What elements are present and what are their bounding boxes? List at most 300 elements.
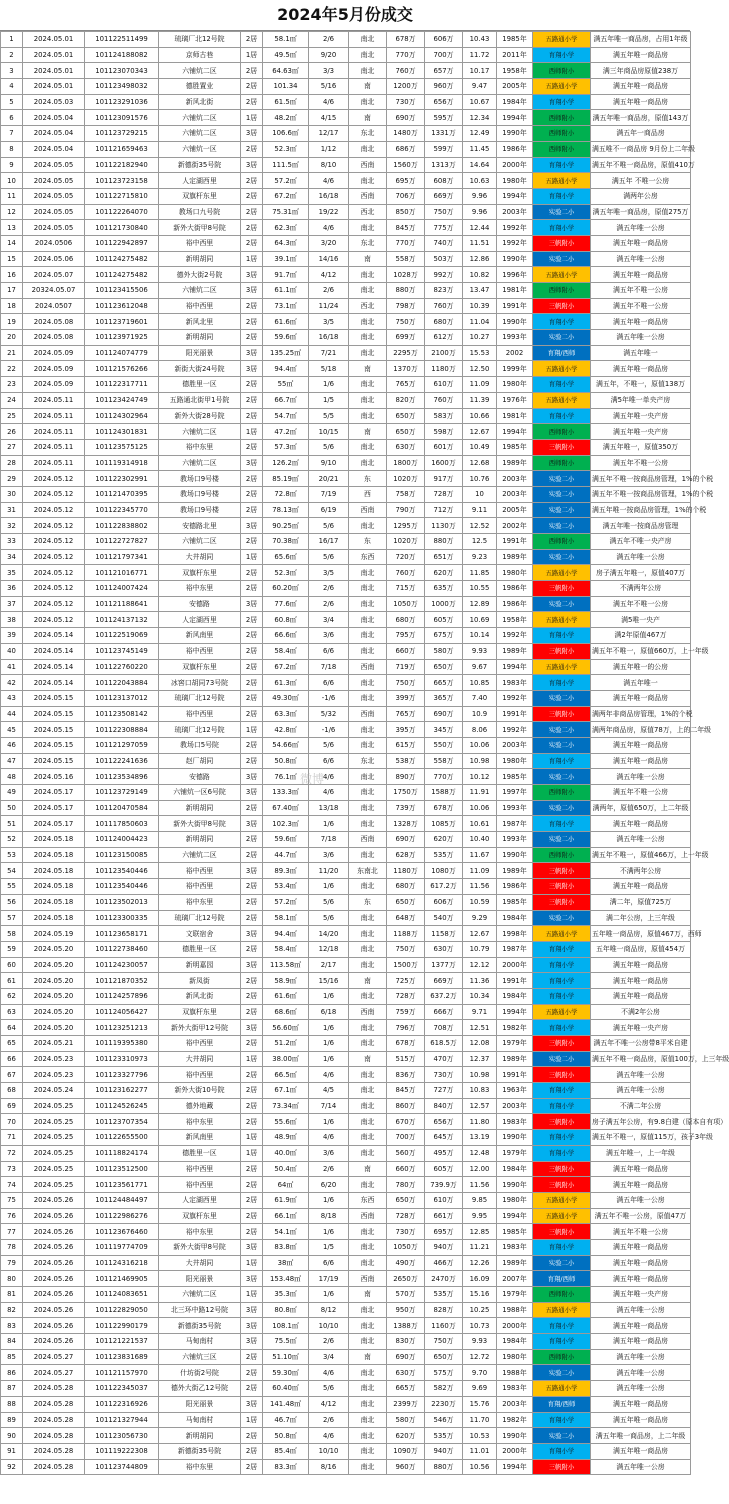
area: 60.40㎡ [263,1381,309,1397]
listing-price: 760万 [387,63,425,79]
deal-price: 540万 [425,910,463,926]
room-count: 2居 [241,675,263,691]
room-count: 2居 [241,753,263,769]
orientation: 西南 [349,188,387,204]
area: 50.4㎡ [263,1161,309,1177]
school-district: 西师附小 [533,126,591,142]
community-name: 六铺炕二区 [159,63,241,79]
listing-id: 101121221537 [85,1334,159,1350]
deal-note: 满五年唯一商品房 [591,1161,691,1177]
area: 68.6㎡ [263,1004,309,1020]
orientation: 南北 [349,1083,387,1099]
table-row [1,973,691,989]
orientation: 南北 [349,408,387,424]
community-name: 裕中西里 [159,863,241,879]
deal-price: 620万 [425,565,463,581]
listing-price: 720万 [387,549,425,565]
area: 73.1㎡ [263,298,309,314]
deal-note: 满五年唯一央产房 [591,408,691,424]
table-row [1,1443,691,1459]
room-count: 2居 [241,330,263,346]
build-year: 1979年 [497,1287,533,1303]
school-district: 五路通小学 [533,267,591,283]
row-number: 9 [1,157,23,173]
area: 38.00㎡ [263,1051,309,1067]
area: 61.5㎡ [263,94,309,110]
row-number: 11 [1,188,23,204]
listing-price: 620万 [387,1428,425,1444]
deal-date: 2024.05.14 [23,643,85,659]
deal-note: 满五年唯一商品房 [591,753,691,769]
deal-price: 680万 [425,314,463,330]
school-district: 实验二小 [533,690,591,706]
orientation: 南北 [349,675,387,691]
deal-date: 2024.05.26 [23,1224,85,1240]
area: 64㎡ [263,1177,309,1193]
table-row [1,581,691,597]
listing-price: 1500万 [387,957,425,973]
build-year: 2000年 [497,157,533,173]
build-year: 1991年 [497,298,533,314]
listing-price: 2295万 [387,345,425,361]
community-name: 北三环中路12号院 [159,1302,241,1318]
school-district: 实验二小 [533,832,591,848]
area: 67.2㎡ [263,659,309,675]
deal-date: 2024.05.25 [23,1114,85,1130]
deal-note: 满五年不唯一公房 [591,283,691,299]
build-year: 1992年 [497,628,533,644]
row-number: 53 [1,847,23,863]
build-year: 1990年 [497,847,533,863]
listing-id: 101123291036 [85,94,159,110]
deal-note: 满五年不唯一公房带8平米自建 [591,1036,691,1052]
deal-date: 2024.05.12 [23,565,85,581]
deal-price: 345万 [425,722,463,738]
school-district: 育翔小学 [533,314,591,330]
orientation: 南北 [349,1318,387,1334]
deal-note: 满五年不唯一按商品房管理，1%的个税 [591,471,691,487]
floor: 2/17 [309,957,349,973]
listing-id: 101124301831 [85,424,159,440]
build-year: 2000年 [497,1443,533,1459]
build-year: 1981年 [497,283,533,299]
deal-note: 满五年唯一 [591,675,691,691]
deal-note: 满五年唯一公房 [591,1067,691,1083]
floor: 15/16 [309,973,349,989]
floor: 6/6 [309,1255,349,1271]
deal-price: 760万 [425,298,463,314]
listing-id: 101122264070 [85,204,159,220]
room-count: 3居 [241,126,263,142]
row-number: 72 [1,1145,23,1161]
area: 58.1㎡ [263,32,309,48]
listing-id: 101124257896 [85,988,159,1004]
room-count: 1居 [241,722,263,738]
orientation: 南 [349,79,387,95]
deal-note: 满五年唯一商品房 [591,94,691,110]
build-year: 1999年 [497,361,533,377]
orientation: 南北 [349,847,387,863]
deal-note: 满五年唯一公房 [591,549,691,565]
table-row [1,1396,691,1412]
deal-date: 2024.05.17 [23,785,85,801]
school-district: 实验二小 [533,502,591,518]
orientation: 东 [349,894,387,910]
table-row [1,800,691,816]
listing-id: 101122302991 [85,471,159,487]
unit-price: 8.06 [463,722,497,738]
table-row [1,408,691,424]
room-count: 3居 [241,157,263,173]
listing-id: 101121469905 [85,1271,159,1287]
unit-price: 9.85 [463,1192,497,1208]
listing-id: 101121576266 [85,361,159,377]
school-district: 育翔小学 [533,1334,591,1350]
table-row [1,502,691,518]
deal-note: 房子满五年公房，有9.8白建（原本自有项） [591,1114,691,1130]
deal-date: 2024.05.28 [23,1381,85,1397]
room-count: 2居 [241,377,263,393]
deal-date: 2024.05.15 [23,690,85,706]
listing-price: 830万 [387,1334,425,1350]
room-count: 1居 [241,47,263,63]
listing-id: 101123707354 [85,1114,159,1130]
area: 67.2㎡ [263,188,309,204]
school-district: 三帆附小 [533,581,591,597]
row-number: 55 [1,879,23,895]
floor: 8/12 [309,1302,349,1318]
listing-price: 690万 [387,110,425,126]
build-year: 1979年 [497,1036,533,1052]
area: 141.48㎡ [263,1396,309,1412]
build-year: 1992年 [497,690,533,706]
row-number: 86 [1,1365,23,1381]
area: 75.31㎡ [263,204,309,220]
orientation: 南 [349,973,387,989]
floor: 2/6 [309,596,349,612]
deal-price: 605万 [425,1161,463,1177]
room-count: 2居 [241,910,263,926]
build-year: 1989年 [497,455,533,471]
unit-price: 11.91 [463,785,497,801]
school-district: 实验二小 [533,1428,591,1444]
deal-note: 满五年 不唯一公房 [591,173,691,189]
school-district: 三帆附小 [533,879,591,895]
build-year: 1990年 [497,126,533,142]
orientation: 南北 [349,879,387,895]
deal-date: 2024.05.03 [23,94,85,110]
orientation: 西南 [349,1271,387,1287]
listing-price: 890万 [387,769,425,785]
room-count: 2居 [241,565,263,581]
community-name: 裕中西里 [159,706,241,722]
school-district: 五路通小学 [533,612,591,628]
floor: 4/6 [309,785,349,801]
listing-price: 660万 [387,1161,425,1177]
school-district: 育翔小学 [533,377,591,393]
orientation: 南北 [349,785,387,801]
build-year: 2007年 [497,1271,533,1287]
listing-id: 101124007424 [85,581,159,597]
table-row [1,330,691,346]
deal-note: 满五年不唯一公房 [591,1224,691,1240]
listing-id: 101122241636 [85,753,159,769]
deal-price: 535万 [425,847,463,863]
area: 64.3㎡ [263,235,309,251]
school-district: 实验二小 [533,549,591,565]
school-district: 西师附小 [533,424,591,440]
deal-note: 满两年，原值650万，上二年级 [591,800,691,816]
deal-date: 2024.05.05 [23,188,85,204]
deal-date: 2024.05.23 [23,1067,85,1083]
orientation: 西北 [349,298,387,314]
orientation: 西南 [349,502,387,518]
row-number: 43 [1,690,23,706]
table-row [1,1365,691,1381]
unit-price: 12.48 [463,1145,497,1161]
deal-price: 650万 [425,1349,463,1365]
floor: 3/6 [309,1145,349,1161]
community-name: 新外大街10号院 [159,1083,241,1099]
listing-id: 101124316218 [85,1255,159,1271]
room-count: 2居 [241,298,263,314]
school-district: 育翔小学 [533,753,591,769]
school-district: 实验二小 [533,471,591,487]
build-year: 2002年 [497,518,533,534]
school-district: 育翔小学 [533,1145,591,1161]
deal-date: 2024.05.26 [23,1334,85,1350]
deal-date: 2024.05.27 [23,1349,85,1365]
floor: -1/6 [309,722,349,738]
deal-date: 2024.05.07 [23,267,85,283]
school-district: 育翔小学 [533,675,591,691]
area: 66.6㎡ [263,628,309,644]
deal-note: 满五年唯一公房 [591,1381,691,1397]
school-district: 三帆附小 [533,706,591,722]
room-count: 3居 [241,1334,263,1350]
deal-note: 满五年唯一公房 [591,251,691,267]
listing-id: 101123498032 [85,79,159,95]
deal-price: 657万 [425,63,463,79]
row-number: 25 [1,408,23,424]
unit-price: 10.98 [463,753,497,769]
listing-id: 101122308884 [85,722,159,738]
deal-note: 满五年唯一商品房，上二年级 [591,1428,691,1444]
deal-price: 740万 [425,235,463,251]
deal-date: 2024.05.14 [23,675,85,691]
listing-id: 101123723158 [85,173,159,189]
row-number: 32 [1,518,23,534]
room-count: 3居 [241,455,263,471]
unit-price: 9.67 [463,659,497,675]
room-count: 3居 [241,1020,263,1036]
unit-price: 12.86 [463,251,497,267]
deal-price: 595万 [425,110,463,126]
deal-date: 2024.05.20 [23,1020,85,1036]
listing-id: 101119314918 [85,455,159,471]
floor: 1/6 [309,879,349,895]
community-name: 新外大街甲8号院 [159,220,241,236]
listing-price: 1800万 [387,455,425,471]
build-year: 1984年 [497,988,533,1004]
room-count: 1居 [241,110,263,126]
unit-price: 11.36 [463,973,497,989]
floor: 2/6 [309,1412,349,1428]
school-district: 西师附小 [533,110,591,126]
listing-price: 706万 [387,188,425,204]
unit-price: 10.56 [463,1459,497,1475]
table-row [1,941,691,957]
build-year: 1990年 [497,251,533,267]
listing-id: 101124230057 [85,957,159,973]
deal-note: 满五年唯一商品房 [591,957,691,973]
deal-date: 2024.05.08 [23,330,85,346]
school-district: 三帆附小 [533,894,591,910]
table-row [1,79,691,95]
unit-price: 11.09 [463,377,497,393]
deal-date: 2024.05.04 [23,110,85,126]
deal-price: 575万 [425,1365,463,1381]
room-count: 2居 [241,1349,263,1365]
row-number: 45 [1,722,23,738]
orientation: 南北 [349,1224,387,1240]
area: 39.1㎡ [263,251,309,267]
row-number: 64 [1,1020,23,1036]
deal-price: 580万 [425,643,463,659]
school-district: 三帆附小 [533,235,591,251]
community-name: 新明胡同 [159,832,241,848]
area: 113.58㎡ [263,957,309,973]
unit-price: 10.39 [463,298,497,314]
floor: 19/22 [309,204,349,220]
room-count: 2居 [241,737,263,753]
table-row [1,1114,691,1130]
deal-date: 2024.05.19 [23,926,85,942]
listing-id: 101122760220 [85,659,159,675]
deal-price: 727万 [425,1083,463,1099]
listing-id: 101121157970 [85,1365,159,1381]
table-row [1,1208,691,1224]
floor: 10/15 [309,424,349,440]
unit-price: 12.34 [463,110,497,126]
listing-price: 950万 [387,1302,425,1318]
unit-price: 10.06 [463,737,497,753]
row-number: 7 [1,126,23,142]
table-row [1,377,691,393]
school-district: 五路通小学 [533,565,591,581]
floor: 7/18 [309,659,349,675]
deal-date: 2024.05.09 [23,345,85,361]
school-district: 育翔小学 [533,988,591,1004]
listing-id: 101121188641 [85,596,159,612]
build-year: 1984年 [497,94,533,110]
listing-id: 101124137132 [85,612,159,628]
table-row [1,549,691,565]
deal-note: 满五年不唯一公房 [591,298,691,314]
floor: 4/6 [309,1365,349,1381]
unit-price: 12.50 [463,361,497,377]
deal-date: 2024.05.20 [23,973,85,989]
deal-price: 503万 [425,251,463,267]
deal-note: 满五年唯一公房 [591,1459,691,1475]
area: 108.1㎡ [263,1318,309,1334]
build-year: 1994年 [497,1459,533,1475]
community-name: 新德街35号院 [159,1318,241,1334]
school-district: 实验二小 [533,737,591,753]
unit-price: 12.37 [463,1051,497,1067]
deal-date: 2024.05.24 [23,1083,85,1099]
orientation: 南北 [349,800,387,816]
orientation: 南北 [349,283,387,299]
floor: 8/18 [309,1208,349,1224]
area: 60.20㎡ [263,581,309,597]
table-row [1,345,691,361]
deal-date: 2024.05.01 [23,63,85,79]
table-row [1,737,691,753]
area: 126.2㎡ [263,455,309,471]
row-number: 61 [1,973,23,989]
area: 54.7㎡ [263,408,309,424]
listing-price: 770万 [387,235,425,251]
orientation: 南北 [349,1098,387,1114]
row-number: 92 [1,1459,23,1475]
community-name: 安德路北里 [159,518,241,534]
school-district: 育翔小学 [533,408,591,424]
listing-price: 725万 [387,973,425,989]
floor: 5/32 [309,706,349,722]
build-year: 1994年 [497,110,533,126]
orientation: 南北 [349,1036,387,1052]
listing-id: 101123831689 [85,1349,159,1365]
build-year: 1958年 [497,63,533,79]
school-district: 五路通小学 [533,1381,591,1397]
build-year: 1989年 [497,1255,533,1271]
table-row [1,424,691,440]
build-year: 1989年 [497,1051,533,1067]
unit-price: 12.72 [463,1349,497,1365]
unit-price: 10.67 [463,94,497,110]
table-row [1,471,691,487]
listing-price: 395万 [387,722,425,738]
area: 66.1㎡ [263,1208,309,1224]
community-name: 裕中东里 [159,1224,241,1240]
unit-price: 15.76 [463,1396,497,1412]
deal-price: 1158万 [425,926,463,942]
area: 58.1㎡ [263,910,309,926]
community-name: 新外大街甲8号院 [159,1239,241,1255]
listing-price: 1028万 [387,267,425,283]
deal-price: 2470万 [425,1271,463,1287]
build-year: 2005年 [497,502,533,518]
room-count: 2居 [241,1098,263,1114]
unit-price: 10.73 [463,1318,497,1334]
room-count: 2居 [241,894,263,910]
deal-note: 满五年不唯一，原值115万，孩子3年级 [591,1130,691,1146]
room-count: 2居 [241,1192,263,1208]
unit-price: 12.00 [463,1161,497,1177]
listing-price: 628万 [387,847,425,863]
community-name: 安德路 [159,769,241,785]
deal-price: 828万 [425,1302,463,1318]
listing-price: 758万 [387,486,425,502]
orientation: 南北 [349,1334,387,1350]
area: 56.60㎡ [263,1020,309,1036]
area: 52.3㎡ [263,565,309,581]
table-row [1,785,691,801]
room-count: 3居 [241,1271,263,1287]
deal-date: 2024.05.15 [23,706,85,722]
build-year: 1991年 [497,1067,533,1083]
